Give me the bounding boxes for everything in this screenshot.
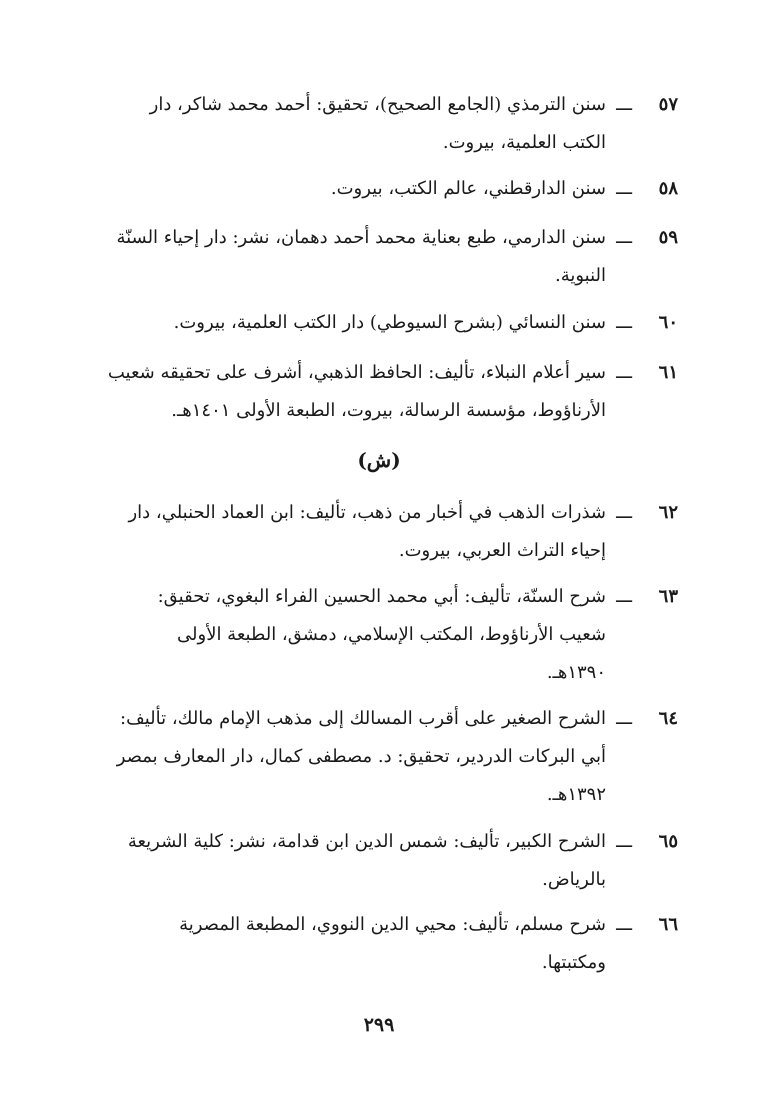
entry-line: ١٣٩٠هـ.	[546, 662, 606, 683]
entry-line: النبوية.	[554, 265, 606, 286]
reference-entry-63	[78, 578, 678, 692]
entry-line: ١٣٩٢هـ.	[546, 784, 606, 805]
entry-line: سنن الترمذي (الجامع الصحيح)، تحقيق: أحمد محمد شاكر، دار	[149, 94, 606, 115]
entry-line: شرح مسلم، تأليف: محيي الدين النووي، المطبعة المصرية	[179, 914, 606, 935]
entry-dash: ـــ	[616, 914, 632, 935]
page-number: ٢٩٩	[363, 1014, 395, 1036]
reference-entry-64	[78, 700, 678, 814]
reference-entry-57	[78, 86, 678, 162]
entry-line: الشرح الصغير على أقرب المسالك إلى مذهب الإمام مالك، تأليف:	[120, 708, 606, 729]
entry-dash: ـــ	[616, 831, 632, 852]
entry-line: شعيب الأرناؤوط، المكتب الإسلامي، دمشق، الطبعة الأولى	[177, 624, 606, 645]
entry-number: ٥٩	[658, 227, 678, 248]
entry-number: ٦٠	[658, 312, 678, 333]
entry-dash: ـــ	[616, 312, 632, 333]
entry-line: أبي البركات الدردير، تحقيق: د. مصطفى كمال، دار المعارف بمصر	[116, 746, 606, 767]
reference-entry-62	[78, 494, 678, 570]
entry-line: سير أعلام النبلاء، تأليف: الحافظ الذهبي، أشرف على تحقيقه شعيب	[107, 362, 606, 383]
entry-line: سنن الدارقطني، عالم الكتب، بيروت.	[330, 178, 606, 199]
entry-number: ٦١	[658, 362, 678, 383]
reference-entry-61	[78, 354, 678, 430]
entry-number: ٥٧	[658, 94, 678, 115]
entry-dash: ـــ	[616, 227, 632, 248]
entry-dash: ـــ	[616, 178, 632, 199]
reference-entry-58	[78, 170, 678, 208]
entry-dash: ـــ	[616, 94, 632, 115]
entry-line: الأرناؤوط، مؤسسة الرسالة، بيروت، الطبعة الأولى ١٤٠١هـ.	[171, 400, 606, 421]
entry-dash: ـــ	[616, 362, 632, 383]
entry-number: ٦٦	[658, 914, 678, 935]
entry-line: إحياء التراث العربي، بيروت.	[398, 540, 606, 561]
entry-number: ٥٨	[658, 178, 678, 199]
reference-entry-65	[78, 823, 678, 899]
entry-dash: ـــ	[616, 708, 632, 729]
entry-line: شرح السنّة، تأليف: أبي محمد الحسين الفراء البغوي، تحقيق:	[157, 586, 606, 607]
entry-line: سنن الدارمي، طبع بعناية محمد أحمد دهمان، نشر: دار إحياء السنّة	[116, 227, 606, 248]
entry-line: ومكتبتها.	[541, 952, 606, 973]
reference-entry-60	[78, 304, 678, 342]
section-heading: (ش)	[357, 448, 401, 472]
entry-number: ٦٤	[658, 708, 678, 729]
entry-number: ٦٥	[658, 831, 678, 852]
entry-number: ٦٣	[658, 586, 678, 607]
reference-entry-66	[78, 906, 678, 982]
reference-entry-59	[78, 219, 678, 295]
entry-line: سنن النسائي (بشرح السيوطي) دار الكتب العلمية، بيروت.	[173, 312, 606, 333]
entry-line: شذرات الذهب في أخبار من ذهب، تأليف: ابن العماد الحنبلي، دار	[128, 502, 606, 523]
entry-dash: ـــ	[616, 586, 632, 607]
entry-line: الكتب العلمية، بيروت.	[442, 132, 606, 153]
entry-line: الشرح الكبير، تأليف: شمس الدين ابن قدامة، نشر: كلية الشريعة	[127, 831, 606, 852]
entry-dash: ـــ	[616, 502, 632, 523]
entry-line: بالرياض.	[542, 869, 606, 890]
entry-number: ٦٢	[658, 502, 678, 523]
